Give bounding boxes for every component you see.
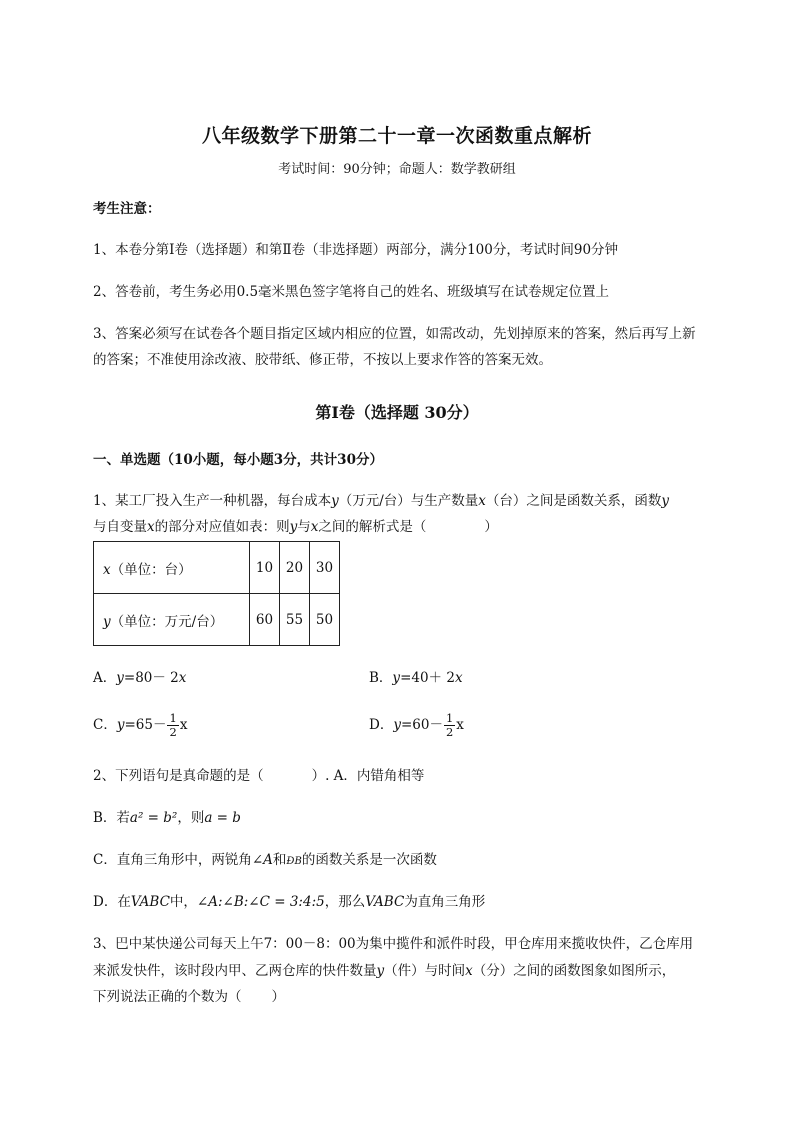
table-cell: 30 — [310, 542, 340, 594]
fraction-denominator: 2 — [169, 725, 177, 739]
q1-text: ） — [484, 519, 498, 535]
math-var: y — [661, 493, 670, 509]
math-expr: a = b — [204, 810, 241, 826]
q3-text: （分）之间的函数图象如图所示， — [472, 963, 676, 979]
math-var: y — [392, 670, 401, 686]
row-label: （单位：万元/台） — [110, 613, 224, 630]
q1-option-b — [369, 668, 463, 688]
math-var: x — [454, 670, 463, 686]
q2-text: 的函数关系是一次函数 — [301, 852, 437, 868]
option-letter: C． — [93, 717, 117, 733]
q3-line-3 — [93, 987, 285, 1007]
option-letter: A． — [93, 670, 117, 686]
q3-line-1: 3、巴中某快递公司每天上午7：00－8：00为集中揽件和派件时段，甲仓库用来揽收快件，乙仓库用 — [93, 936, 694, 952]
option-expr: =60－ — [400, 717, 443, 733]
math-var: y — [393, 717, 401, 733]
table-cell: 60 — [250, 594, 280, 646]
q2-text: 和 — [272, 852, 287, 868]
option-expr: =40＋ 2 — [400, 670, 455, 686]
math-var: y — [331, 493, 339, 509]
option-letter: B． — [369, 670, 393, 686]
table-cell: 55 — [280, 594, 310, 646]
page-subtitle: 考试时间：90分钟；命题人：数学教研组 — [278, 162, 516, 177]
q2-text: ，那么 — [324, 894, 366, 910]
math-expr: ∠A:∠B:∠C = 3:4:5 — [196, 894, 325, 910]
table-row — [94, 594, 340, 646]
section-title: 第I卷（选择题 30分） — [315, 403, 479, 422]
option-expr: =80－ 2 — [123, 670, 179, 686]
q2-text: 2、下列语句是真命题的是（ — [93, 768, 264, 784]
option-letter: D． — [369, 717, 394, 733]
value-table — [93, 541, 340, 646]
q3-text: （件）与时间 — [384, 963, 466, 979]
q1-option-a — [93, 668, 186, 688]
q2-text: C．直角三角形中，两锐角 — [93, 852, 252, 868]
q2-stem — [93, 766, 424, 786]
fraction-numerator: 1 — [169, 711, 177, 725]
q1-text: （台）之间是函数关系，函数 — [485, 493, 662, 509]
math-expr: VABC — [130, 894, 170, 910]
option-expr: x — [456, 717, 464, 733]
q1-text: （万元/台）与生产数量 — [338, 493, 479, 509]
math-var: y — [289, 519, 298, 535]
table-cell: 20 — [280, 542, 310, 594]
math-var: y — [116, 670, 124, 686]
table-cell: 10 — [250, 542, 280, 594]
option-expr: x — [179, 717, 188, 733]
q3-text: ） — [271, 989, 285, 1005]
notice-item-3-cont: 的答案；不准使用涂改液、胶带纸、修正带，不按以上要求作答的答案无效。 — [93, 352, 552, 368]
math-var: y — [376, 963, 385, 979]
q2-text: ，则 — [177, 810, 205, 826]
q1-line-2 — [93, 517, 498, 537]
fraction-denominator: 2 — [445, 725, 454, 739]
fraction — [167, 712, 178, 739]
q1-option-c — [93, 710, 187, 740]
math-expr: ∠A — [251, 852, 273, 868]
math-var: x — [103, 561, 111, 578]
math-var: x — [147, 519, 155, 535]
q2-text: D．在 — [93, 894, 131, 910]
q1-text: 与自变量 — [93, 519, 147, 535]
q1-text: 与 — [297, 519, 311, 535]
part-heading: 一、单选题（10小题，每小题3分，共计30分） — [93, 452, 383, 468]
q3-text: 下列说法正确的个数为（ — [93, 989, 242, 1005]
math-var: x — [310, 519, 319, 535]
row-label: （单位：台） — [110, 561, 192, 578]
math-expr: ÐB — [286, 856, 302, 867]
q3-line-2 — [93, 961, 675, 981]
table-cell: 50 — [310, 594, 340, 646]
math-var: y — [116, 717, 125, 733]
table-cell-label — [94, 542, 250, 594]
fraction-numerator: 1 — [445, 711, 454, 725]
q1-line-1 — [93, 491, 669, 511]
notice-item-1: 1、本卷分第I卷（选择题）和第Ⅱ卷（非选择题）两部分，满分100分，考试时间90分钟 — [93, 242, 619, 258]
math-expr: a² = b² — [129, 810, 178, 826]
q2-option-c — [93, 850, 437, 872]
option-expr: =65－ — [124, 717, 167, 733]
q1-text: 1、某工厂投入生产一种机器，每台成本 — [93, 493, 332, 509]
notice-item-2: 2、答卷前，考生务必用0.5毫米黑色签字笔将自己的姓名、班级填写在试卷规定位置上 — [93, 284, 610, 300]
q2-text: 中， — [169, 894, 197, 910]
q3-text: 来派发快件，该时段内甲、乙两仓库的快件数量 — [93, 963, 377, 979]
q1-text: 之间的解析式是（ — [318, 519, 427, 535]
math-var: x — [478, 493, 486, 509]
math-var: y — [103, 613, 111, 630]
q1-option-d — [369, 710, 464, 740]
notice-item-3: 3、答案必须写在试卷各个题目指定区域内相应的位置，如需改动，先划掉原来的答案，然后再写上新 — [93, 326, 696, 342]
fraction — [444, 712, 455, 739]
q2-option-b — [93, 808, 241, 828]
notice-heading: 考生注意： — [93, 201, 161, 217]
table-row — [94, 542, 340, 594]
page-title: 八年级数学下册第二十一章一次函数重点解析 — [201, 125, 592, 147]
math-var: x — [465, 963, 473, 979]
math-var: x — [178, 670, 187, 686]
q1-text: 的部分对应值如表：则 — [154, 519, 290, 535]
table-cell-label — [94, 594, 250, 646]
q2-text: ）. A．内错角相等 — [311, 768, 425, 784]
math-expr: VABC — [365, 894, 405, 910]
q2-option-d — [93, 892, 485, 912]
q2-text: 为直角三角形 — [404, 894, 486, 910]
q2-text: B．若 — [93, 810, 130, 826]
